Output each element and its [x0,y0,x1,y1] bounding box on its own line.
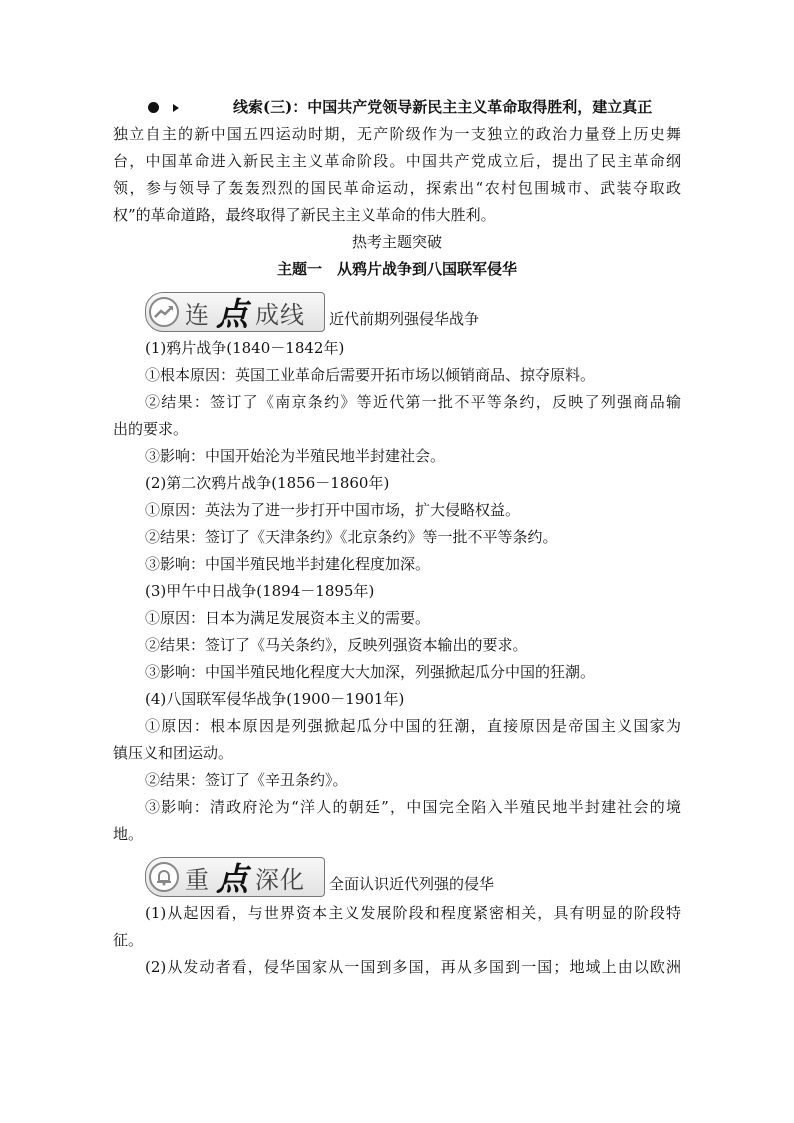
deepen-item-cont: 征。 [113,931,144,949]
war-item: ②结果：签订了《天津条约》《北京条约》等一批不平等条约。 [145,528,558,546]
banner-key-deepen [113,852,681,897]
clue-first-line [113,94,681,121]
war-title: (4)八国联军侵华战争(1900－1901年) [145,690,405,708]
war-item: ②结果：签订了《南京条约》等近代第一批不平等条约，反映了列强商品输 [145,393,681,411]
bullet-dot-icon [148,102,159,113]
banner-text-part: 连 [185,300,210,329]
banner-caption: 全面认识近代列强的侵华 [329,875,495,893]
war-title: (2)第二次鸦片战争(1856－1860年) [145,474,390,492]
banner-text [185,854,305,900]
deepen-item: (1)从起因看，与世界资本主义发展阶段和程度紧密相关，具有明显的阶段特 [145,904,681,922]
war-title: (1)鸦片战争(1840－1842年) [145,339,345,357]
war-item: ③影响：清政府沦为“洋人的朝廷”，中国完全陷入半殖民地半封建社会的境 [145,798,681,816]
deepen-item: (2)从发动者看，侵华国家从一国到多国，再从多国到一国；地域上由以欧洲 [145,958,681,976]
banner-connect-points [113,287,681,332]
banner-text [185,289,305,335]
war-item: ③影响：中国开始沦为半殖民地半封建社会。 [145,447,446,465]
document-page [113,94,681,981]
war-item: ①原因：英法为了进一步打开中国市场，扩大侵略权益。 [145,501,521,519]
banner-text-dot: 点 [216,860,250,898]
banner-text-part: 深化 [255,865,306,894]
war-item: ①原因：根本原因是列强掀起瓜分中国的狂潮，直接原因是帝国主义国家为 [145,717,681,735]
banner-box [145,292,325,332]
triangle-arrow-icon [173,104,179,112]
war-item: ①原因：日本为满足发展资本主义的需要。 [145,609,431,627]
clue-label: 线索(三)：中国共产党领导新民主主义革命取得胜利，建立真正 [233,98,653,116]
banner-text-part: 重 [185,865,210,894]
theme-title: 主题一 从鸦片战争到八国联军侵华 [276,260,517,278]
banner-text-part: 成线 [255,300,306,329]
war-item: ①根本原因：英国工业革命后需要开拓市场以倾销商品、掠夺原料。 [145,366,596,384]
war-item: ③影响：中国半殖民地半封建化程度加深。 [145,555,431,573]
war-item: ②结果：签订了《马关条约》，反映列强资本输出的要求。 [145,636,528,654]
bell-icon [149,862,179,892]
war-item: ③影响：中国半殖民地化程度大大加深，列强掀起瓜分中国的狂潮。 [145,663,596,681]
clue-line: 台，中国革命进入新民主主义革命阶段。中国共产党成立后，提出了民主革命纲 [113,152,681,170]
war-item: ②结果：签订了《辛丑条约》。 [145,771,348,789]
banner-caption: 近代前期列强侵华战争 [329,310,480,328]
banner-box [145,857,325,897]
clue-line: 权”的革命道路，最终取得了新民主主义革命的伟大胜利。 [113,206,496,224]
clue-line: 领，参与领导了轰轰烈烈的国民革命运动，探索出“农村包围城市、武装夺取政 [113,179,681,197]
clue-line: 独立自主的新中国五四运动时期，无产阶级作为一支独立的政治力量登上历史舞 [113,125,681,143]
section-title: 热考主题突破 [351,233,442,251]
war-item-cont: 镇压义和团运动。 [113,744,234,762]
war-title: (3)甲午中日战争(1894－1895年) [145,582,375,600]
war-item-cont: 地。 [113,825,144,843]
banner-text-dot: 点 [216,295,250,333]
trend-line-icon [149,297,179,327]
war-item-cont: 出的要求。 [113,420,189,438]
